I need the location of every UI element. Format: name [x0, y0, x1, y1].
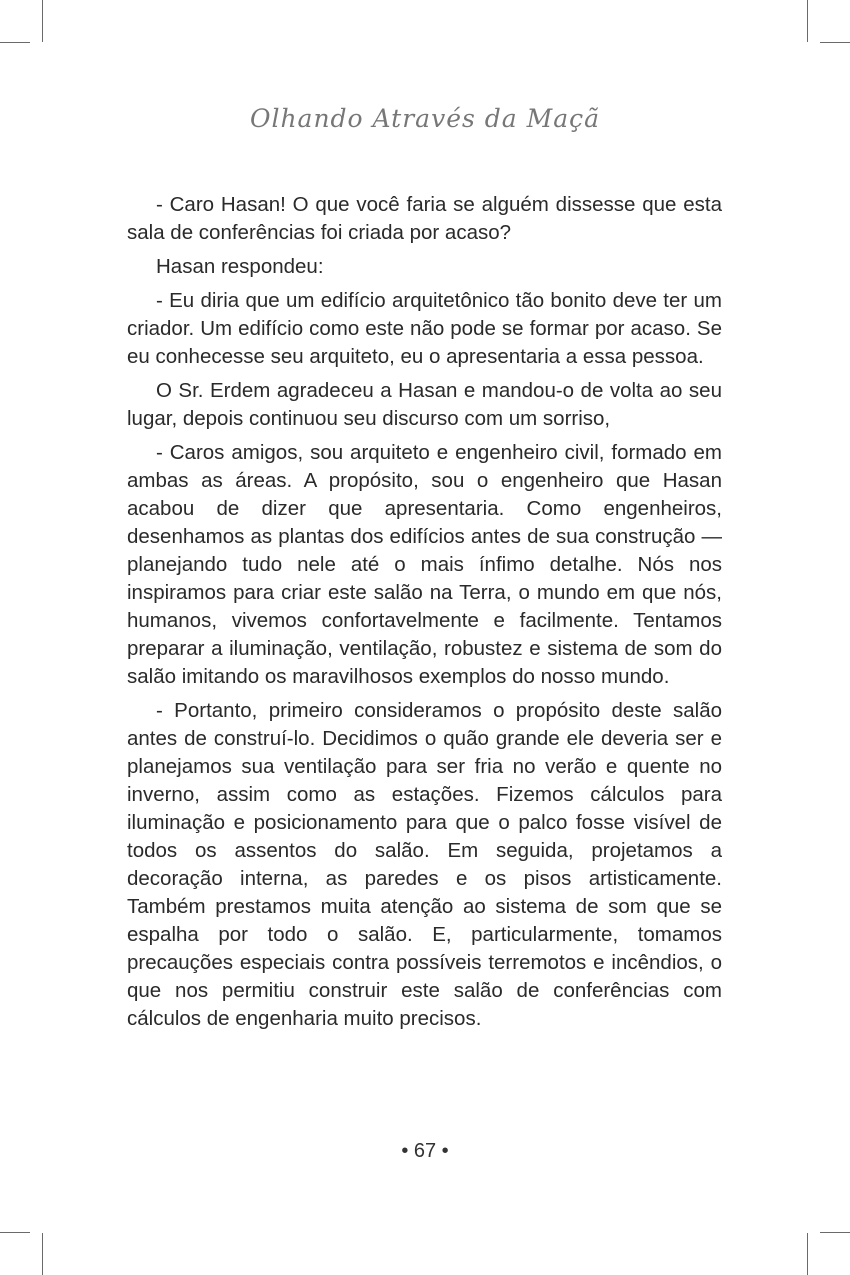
crop-mark-top-left-horizontal	[0, 42, 30, 43]
crop-mark-bottom-left-horizontal	[0, 1232, 30, 1233]
crop-mark-bottom-right-vertical	[807, 1233, 808, 1275]
paragraph: O Sr. Erdem agradeceu a Hasan e mandou-o de volta ao seu lugar, depois continuou seu discurso com um sorriso,	[127, 379, 722, 430]
crop-mark-top-right-vertical	[807, 0, 808, 42]
page-number: • 67 •	[401, 1140, 449, 1162]
paragraph: - Portanto, primeiro consideramos o propósito deste salão antes de construí-lo. Decidimos o quão grande ele deveria ser e planejamos sua ventilação para ser fria no verão e quente no inverno, assim como as estações. Fizemos cálculos para iluminação e posicionamento para que o palco fosse visível de todos os assentos do salão. Em seguida, projetamos a decoração interna, as paredes e os pisos artisticamente. Também prestamos muita atenção ao sistema de som que se espalha por todo o salão. E, particularmente, tomamos precauções especiais contra possíveis terremotos e incêndios, o que nos permitiu construir este salão de conferências com cálculos de engenharia muito precisos.	[127, 699, 722, 1030]
paragraph: Hasan respondeu:	[156, 255, 324, 278]
paragraph: - Eu diria que um edifício arquitetônico tão bonito deve ter um criador. Um edifício como este não pode se formar por acaso. Se eu conhecesse seu arquiteto, eu o apresentaria a essa pessoa.	[127, 289, 722, 368]
body-text	[127, 191, 722, 1039]
running-head: Olhando Através da Maçã	[249, 104, 601, 133]
crop-mark-bottom-left-vertical	[42, 1233, 43, 1275]
crop-mark-top-left-vertical	[42, 0, 43, 42]
crop-mark-bottom-right-horizontal	[820, 1232, 850, 1233]
crop-mark-top-right-horizontal	[820, 42, 850, 43]
paragraph: - Caro Hasan! O que você faria se alguém dissesse que esta sala de conferências foi criada por acaso?	[127, 193, 722, 244]
paragraph: - Caros amigos, sou arquiteto e engenheiro civil, formado em ambas as áreas. A propósito, sou o engenheiro que Hasan acabou de dizer que apresentaria. Como engenheiros, desenhamos as plantas dos edifícios antes de sua construção — planejando tudo nele até o mais ínfimo detalhe. Nós nos inspiramos para criar este salão na Terra, o mundo em que nós, humanos, vivemos confortavelmente e facilmente. Tentamos preparar a iluminação, ventilação, robustez e sistema de som do salão imitando os maravilhosos exemplos do nosso mundo.	[127, 441, 722, 688]
